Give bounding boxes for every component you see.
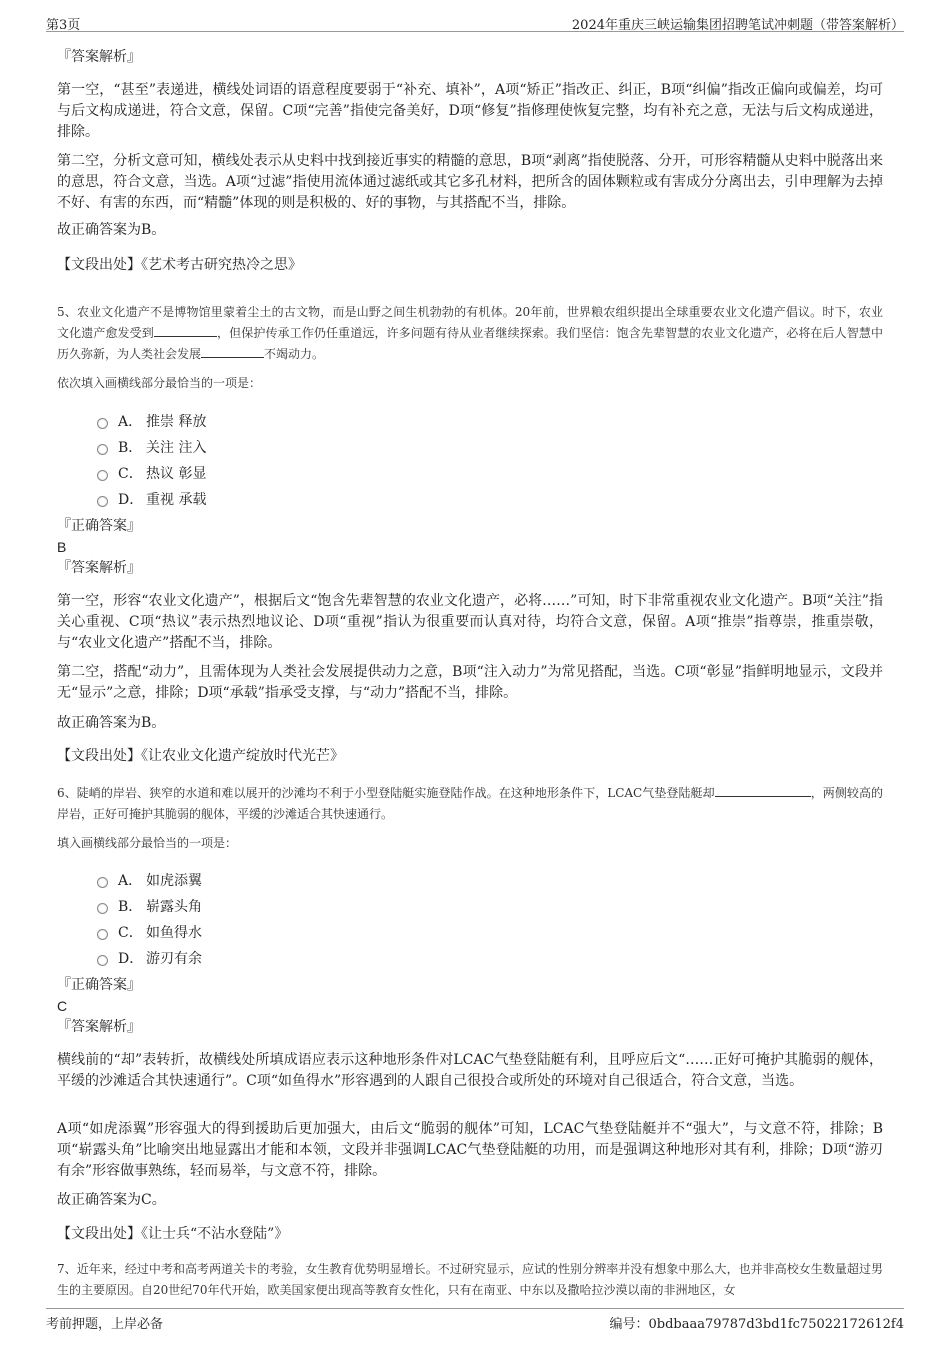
q4-conclusion: 故正确答案为B。: [57, 222, 166, 238]
q6-correct-answer: C: [57, 998, 68, 1014]
option-letter: B．: [118, 440, 143, 456]
document-title: 2024年重庆三峡运输集团招聘笔试冲刺题（带答案解析）: [571, 18, 904, 33]
q4-source: 【文段出处】《艺术考古研究热冷之思》: [57, 257, 302, 273]
q5-option-c[interactable]: [97, 464, 206, 484]
q5-source: 【文段出处】《让农业文化遗产绽放时代光芒》: [57, 748, 344, 764]
q6-analysis-p1: [57, 1050, 883, 1092]
q5-analysis-p1: [57, 591, 883, 654]
q6-analysis-p1-text: 横线前的“却”表转折，故横线处所填成语应表示这种地形条件对LCAC气垫登陆艇有利，且呼应后文“……正好可掩护其脆弱的舰体，平缓的沙滩适合其快速通行”。C项“如鱼得水”形容遇到的人跟自己很投合或所处的环境对自己很适合，符合文意，当选。: [57, 1052, 883, 1089]
q7-stem: [57, 1259, 883, 1301]
q6-source: 【文段出处】《让士兵“不沾水登陆”》: [57, 1226, 289, 1242]
q6-stem-part1: 6、陡峭的岸岩、狭窄的水道和难以展开的沙滩均不利于小型登陆艇实施登陆作战。在这种地形条件下，LCAC气垫登陆艇却: [57, 786, 715, 800]
radio-icon[interactable]: [97, 903, 108, 914]
q6-correct-label: 『正确答案』: [57, 977, 141, 993]
radio-icon[interactable]: [97, 496, 108, 507]
q5-option-d[interactable]: [97, 490, 206, 510]
option-text: 推崇 释放: [146, 414, 207, 430]
option-text: 游刃有余: [146, 951, 202, 967]
q6-analysis-p2-text: A项“如虎添翼”形容强大的得到援助后更加强大，由后文“脆弱的舰体”可知，LCAC气垫登陆艇并不“强大”，与文意不符，排除；B项“崭露头角”比喻突出地显露出才能和本领，文段并非强调LCAC气垫登陆艇的功用，而是强调这种地形对其有利，排除；D项“游刃有余”形容做事熟练，轻而易举，与文意不符，排除。: [57, 1121, 883, 1179]
footer-divider: [46, 1308, 904, 1309]
radio-icon[interactable]: [97, 955, 108, 966]
q5-analysis-p2: [57, 662, 883, 704]
q4-analysis-p1: [57, 80, 883, 143]
q6-prompt: 填入画横线部分最恰当的一项是：: [57, 836, 238, 850]
q6-stem: [57, 783, 883, 825]
q6-option-b[interactable]: [97, 897, 202, 917]
option-letter: C．: [118, 925, 143, 941]
radio-icon[interactable]: [97, 877, 108, 888]
radio-icon[interactable]: [97, 470, 108, 481]
q5-blank-1: [154, 324, 217, 337]
footer-slogan: 考前押题，上岸必备: [46, 1317, 164, 1332]
option-letter: C．: [118, 466, 143, 482]
q5-prompt: 依次填入画横线部分最恰当的一项是：: [57, 376, 262, 390]
q5-conclusion: 故正确答案为B。: [57, 715, 166, 731]
q6-option-c[interactable]: [97, 923, 202, 943]
q5-option-b[interactable]: [97, 438, 206, 458]
q4-analysis-p2-text: 第二空，分析文意可知，横线处表示从史料中找到接近事实的精髓的意思，B项“剥离”指使脱落、分开，可形容精髓从史料中脱落出来的意思，符合文意，当选。A项“过滤”指使用流体通过滤纸或其它多孔材料，把所含的固体颗粒或有害成分分离出去，引申理解为去掉不好、有害的东西，而“精髓”体现的则是积极的、好的事物，与其搭配不当，排除。: [57, 153, 883, 211]
option-text: 热议 彰显: [146, 466, 207, 482]
page-number: 第3页: [46, 18, 81, 33]
q5-stem: [57, 302, 883, 365]
q6-blank: [715, 784, 811, 797]
q6-option-a[interactable]: [97, 871, 202, 891]
q6-conclusion: 故正确答案为C。: [57, 1192, 166, 1208]
option-letter: D．: [118, 492, 144, 508]
radio-icon[interactable]: [97, 444, 108, 455]
radio-icon[interactable]: [97, 929, 108, 940]
q5-stem-part3: 不竭动力。: [264, 347, 325, 361]
q5-stem-part2: ，但保护传承工作仍任重道远，许多问题有待从业者继续探索。我们坚信：饱含先辈智慧的农业文化遗产，必将在后人智慧中历久弥新，为人类社会发展: [57, 326, 883, 361]
header-divider: [46, 31, 904, 32]
q5-correct-label: 『正确答案』: [57, 518, 141, 534]
option-text: 重视 承载: [146, 492, 207, 508]
q6-option-d[interactable]: [97, 949, 202, 969]
q6-analysis-p2: [57, 1119, 883, 1182]
q4-analysis-label: 『答案解析』: [57, 49, 141, 65]
option-text: 崭露头角: [146, 899, 202, 915]
q6-analysis-label: 『答案解析』: [57, 1019, 141, 1035]
option-letter: D．: [118, 951, 144, 967]
q5-stem-part1: 5、农业文化遗产不是博物馆里蒙着尘土的古文物，而是山野之间生机勃勃的有机体。20年前，世界粮农组织提出全球重要农业文化遗产倡议。时下，农业文化遗产愈发受到: [57, 305, 883, 340]
option-letter: A．: [118, 873, 143, 889]
radio-icon[interactable]: [97, 418, 108, 429]
q5-analysis-label: 『答案解析』: [57, 560, 141, 576]
q5-blank-2: [201, 345, 264, 358]
option-text: 如鱼得水: [146, 925, 202, 941]
q5-correct-answer: B: [57, 539, 67, 555]
page-header: [0, 0, 950, 33]
option-letter: A．: [118, 414, 143, 430]
option-text: 如虎添翼: [146, 873, 202, 889]
option-text: 关注 注入: [146, 440, 207, 456]
q5-analysis-p2-text: 第二空，搭配“动力”，且需体现为人类社会发展提供动力之意，B项“注入动力”为常见搭配，当选。C项“彰显”指鲜明地显示，文段并无“显示”之意，排除；D项“承载”指承受支撑，与“动力”搭配不当，排除。: [57, 664, 883, 701]
q5-option-a[interactable]: [97, 412, 206, 432]
footer-doc-id: 编号：0bdbaaa79787d3bd1fc75022172612f4: [609, 1317, 904, 1332]
q7-stem-text: 7、近年来，经过中考和高考两道关卡的考验，女生教育优势明显增长。不过研究显示，应试的性别分辨率并没有想象中那么大，也并非高校女生数量超过男生的主要原因。自20世纪70年代开始，欧美国家便出现高等教育女性化，只有在南亚、中东以及撒哈拉沙漠以南的非洲地区，女: [57, 1262, 883, 1297]
q4-analysis-p2: [57, 151, 883, 214]
q6-stem-part2: ，两侧较高的岸岩，正好可掩护其脆弱的舰体，平缓的沙滩适合其快速通行。: [57, 786, 883, 821]
q5-analysis-p1-text: 第一空，形容“农业文化遗产”，根据后文“饱含先辈智慧的农业文化遗产，必将……”可知，时下非常重视农业文化遗产。B项“关注”指关心重视、C项“热议”表示热烈地议论、D项“重视”指认为很重要而认真对待，均符合文意，保留。A项“推崇”指尊崇，推重崇敬，与“农业文化遗产”搭配不当，排除。: [57, 593, 883, 651]
option-letter: B．: [118, 899, 143, 915]
q4-analysis-p1-text: 第一空，“甚至”表递进，横线处词语的语意程度要弱于“补充、填补”，A项“矫正”指改正、纠正，B项“纠偏”指改正偏向或偏差，均可与后文构成递进，符合文意，保留。C项“完善”指使完备美好，D项“修复”指修理使恢复完整，均有补充之意，无法与后文构成递进，排除。: [57, 82, 883, 140]
